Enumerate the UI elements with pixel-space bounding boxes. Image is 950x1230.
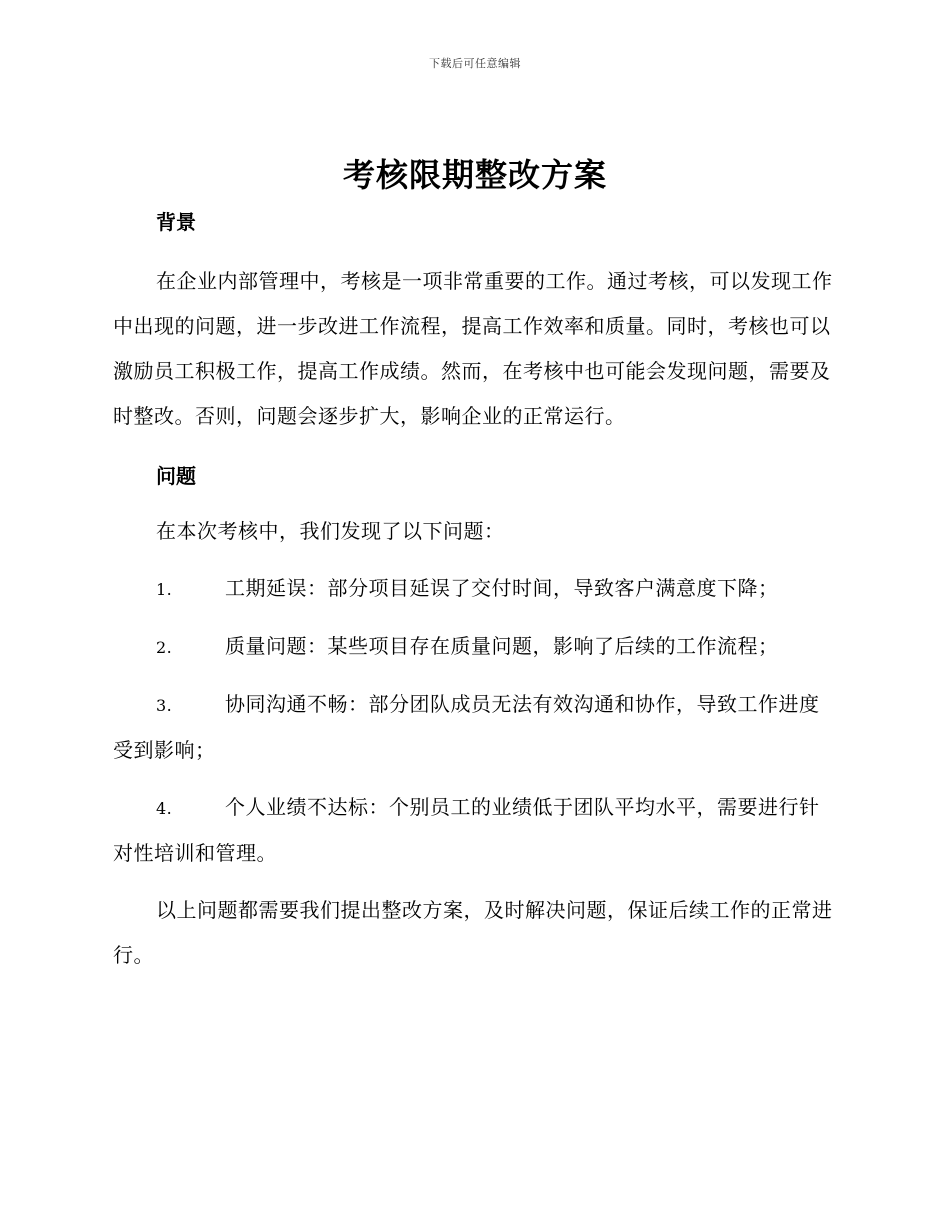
list-text: 协同沟通不畅：部分团队成员无法有效沟通和协作，导致工作进度受到影响； [113, 692, 820, 762]
list-item [113, 624, 833, 670]
list-number: 2. [156, 638, 173, 657]
background-paragraph: 在企业内部管理中，考核是一项非常重要的工作。通过考核，可以发现工作中出现的问题，进一步改进工作流程，提高工作效率和质量。同时，考核也可以激励员工积极工作，提高工作成绩。然而，在考核中也可能会发现问题，需要及时整改。否则，问题会逐步扩大，影响企业的正常运行。 [113, 269, 833, 428]
header-note: 下载后可任意编辑 [429, 57, 521, 70]
section-heading-problems: 问题 [156, 464, 196, 488]
list-item [113, 682, 833, 773]
problems-intro: 在本次考核中，我们发现了以下问题： [156, 519, 505, 543]
list-text: 质量问题：某些项目存在质量问题，影响了后续的工作流程； [225, 634, 779, 658]
list-number: 1. [156, 580, 173, 599]
list-text: 工期延误：部分项目延误了交付时间，导致客户满意度下降； [225, 576, 779, 600]
list-item [113, 785, 833, 876]
list-number: 3. [156, 696, 173, 715]
list-number: 4. [156, 799, 173, 818]
list-item [113, 566, 833, 612]
problems-conclusion: 以上问题都需要我们提出整改方案，及时解决问题，保证后续工作的正常进行。 [113, 898, 833, 967]
document-title: 考核限期整改方案 [342, 156, 607, 194]
list-text: 个人业绩不达标：个别员工的业绩低于团队平均水平，需要进行针对性培训和管理。 [113, 795, 820, 865]
section-heading-background: 背景 [156, 210, 196, 234]
document-body [113, 205, 833, 978]
